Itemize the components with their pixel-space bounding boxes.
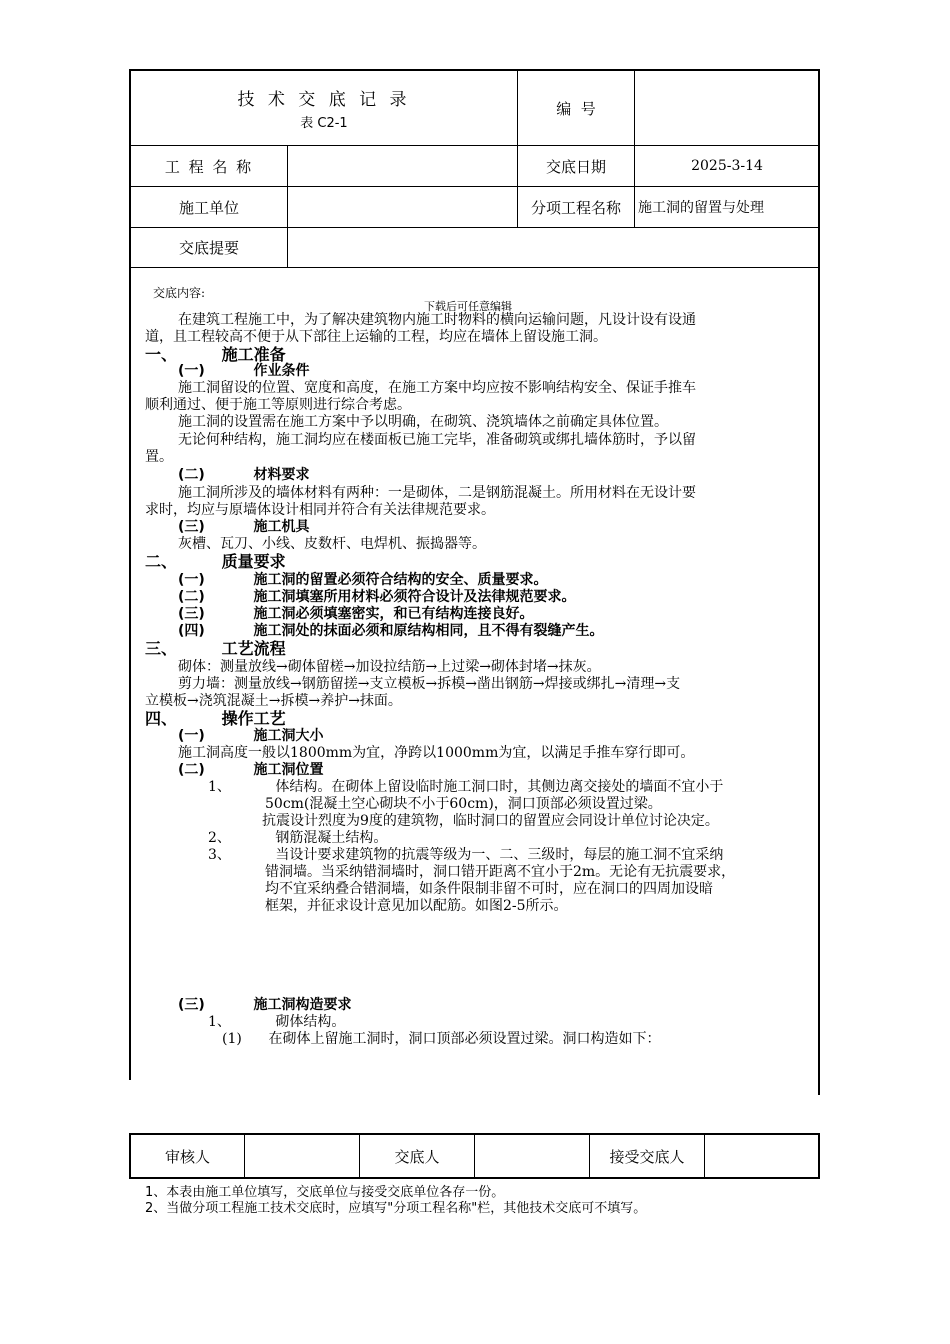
content-line: 求时，均应与原墙体设计相同并符合有关法律规范要求。 (145, 502, 495, 518)
subsection-heading: (二) 施工洞位置 (178, 762, 324, 778)
section-heading: 四、 操作工艺 (145, 709, 286, 728)
content-line: 无论何种结构，施工洞均应在楼面板已施工完毕，准备砌筑或绑扎墙体筋时，予以留 (178, 432, 696, 448)
subsection-heading: (三) 施工洞构造要求 (178, 997, 352, 1013)
content-line: 立模板→浇筑混凝土→拆模→养护→抹面。 (145, 693, 402, 709)
receiver-value[interactable] (705, 1135, 818, 1177)
date-label: 交底日期 (545, 157, 606, 176)
footnote: 1、本表由施工单位填写，交底单位与接受交底单位各存一份。 (145, 1185, 505, 1200)
col-divider-label (287, 146, 288, 268)
content-line: 灰槽、瓦刀、小线、皮数杆、电焊机、振捣器等。 (178, 536, 486, 552)
project-name-value[interactable] (289, 146, 517, 186)
number-label: 编 号 (556, 99, 596, 118)
content-line: 在建筑工程施工中，为了解决建筑物内施工时物料的横向运输问题，凡设计设有设通 (178, 312, 696, 328)
summary-label: 交底提要 (178, 239, 239, 257)
content-line: 3、 当设计要求建筑物的抗震等级为一、二、三级时，每层的施工洞不宜采纳 (208, 847, 724, 863)
quality-item: (一) 施工洞的留置必须符合结构的安全、质量要求。 (178, 572, 548, 588)
content-line: (1) 在砌体上留施工洞时，洞口顶部必须设置过梁。洞口构造如下： (222, 1031, 661, 1047)
watermark-note: 下载后可任意编辑 (424, 300, 512, 313)
content-line: 50cm(混凝土空心砌块不小于60cm)，洞口顶部必须设置过梁。 (265, 796, 662, 812)
content-line: 道，且工程较高不便于从下部往上运输的工程，均应在墙体上留设施工洞。 (145, 329, 607, 345)
subsection-heading: (一) 施工洞大小 (178, 728, 324, 744)
content-line: 均不宜采纳叠合错洞墙，如条件限制非留不可时，应在洞口的四周加设暗 (265, 881, 713, 897)
section-heading: 二、 质量要求 (145, 552, 286, 571)
content-line: 施工洞所涉及的墙体材料有两种：一是砌体，二是钢筋混凝土。所用材料在无设计要 (178, 485, 696, 501)
col-divider-right (634, 69, 635, 227)
summary-value[interactable] (289, 228, 818, 267)
subsection-heading: (一) 作业条件 (178, 363, 310, 379)
footnote: 2、当做分项工程施工技术交底时，应填写"分项工程名称"栏，其他技术交底可不填写。 (145, 1201, 647, 1216)
sub-project-label: 分项工程名称 (530, 198, 621, 217)
content-line: 施工洞高度一般以1800mm为宜，净跨以1000mm为宜，以满足手推车穿行即可。 (178, 745, 695, 761)
reviewer-value[interactable] (245, 1135, 359, 1177)
content-line: 抗震设计烈度为9度的建筑物，临时洞口的留置应会同设计单位讨论决定。 (262, 813, 719, 829)
receiver-label: 接受交底人 (609, 1147, 685, 1166)
content-line: 砌体：测量放线→砌体留槎→加设拉结筋→上过梁→砌体封堵→抹灰。 (178, 659, 601, 675)
content-line: 2、 钢筋混凝土结构。 (208, 830, 388, 846)
quality-item: (三) 施工洞必须填塞密实，和已有结构连接良好。 (178, 606, 534, 622)
discloser-value[interactable] (475, 1135, 589, 1177)
form-number: 表 C2-1 (300, 116, 348, 131)
number-value[interactable] (636, 71, 818, 145)
content-line: 1、 砌体结构。 (208, 1014, 346, 1030)
reviewer-label: 审核人 (164, 1147, 210, 1166)
subsection-heading: (二) 材料要求 (178, 467, 310, 483)
content-line: 施工洞的设置需在施工方案中予以明确，在砌筑、浇筑墙体之前确定具体位置。 (178, 414, 668, 430)
discloser-label: 交底人 (394, 1147, 440, 1166)
quality-item: (四) 施工洞处的抹面必须和原结构相同，且不得有裂缝产生。 (178, 623, 604, 639)
subsection-heading: (三) 施工机具 (178, 519, 310, 535)
sign-border-right (818, 1133, 820, 1179)
sub-project-value[interactable]: 施工洞的留置与处理 (638, 200, 764, 216)
content-line: 顺利通过、便于施工等原则进行综合考虑。 (145, 397, 411, 413)
content-line: 错洞墙。当采纳错洞墙时，洞口错开距离不宜小于2m。无论有无抗震要求， (265, 864, 736, 880)
form-title: 技 术 交 底 记 录 (237, 90, 411, 110)
content-line: 剪力墙：测量放线→钢筋留搓→支立模板→拆模→凿出钢筋→焊接或绑扎→清理→支 (178, 676, 681, 692)
quality-item: (二) 施工洞填塞所用材料必须符合设计及法律规范要求。 (178, 589, 576, 605)
section-heading: 三、 工艺流程 (145, 639, 286, 658)
content-line: 框架，并征求设计意见加以配筋。如图2-5所示。 (265, 898, 568, 914)
content-line: 1、 体结构。在砌体上留设临时施工洞口时，其侧边离交接处的墙面不宜小于 (208, 779, 724, 795)
section-heading: 一、 施工准备 (145, 345, 286, 364)
table-right-border (818, 69, 820, 1095)
content-heading: 交底内容: (153, 286, 206, 300)
row-divider-4 (129, 267, 820, 268)
content-line: 置。 (145, 449, 173, 465)
unit-value[interactable] (289, 187, 517, 227)
date-value[interactable]: 2025-3-14 (691, 158, 763, 174)
content-line: 施工洞留设的位置、宽度和高度，在施工方案中均应按不影响结构安全、保证手推车 (178, 380, 696, 396)
form-title-cell (131, 71, 517, 145)
unit-label: 施工单位 (178, 198, 239, 217)
project-name-label: 工 程 名 称 (164, 157, 254, 176)
